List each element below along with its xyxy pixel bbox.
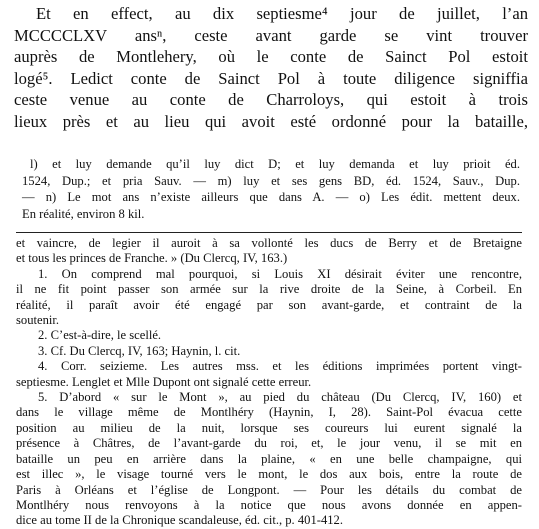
footnote-line: 1. On comprend mal pourquoi, si Louis XI désirait éviter une rencontre, (38, 266, 522, 281)
footnote-line: position au milieu de la nuit, lorsque ses coureurs lui eurent signalé la (16, 420, 522, 435)
main-text-line: logé⁵. Ledict conte de Sainct Pol à toute diligence signiffia (14, 68, 528, 88)
footnote-line: il ne fit point passer son armée sur la rive droite de la Seine, à Corbeil. En (16, 282, 522, 297)
footnote-line: est illec », le visage tourné vers le mont, le dos aux bois, entre la route de (16, 467, 522, 482)
footnote-line: et tous les princes de Franche. » (Du Clercq, IV, 163.) (16, 251, 288, 266)
main-text-line: lieux près et au lieu qui avoit esté ordonné pour la bataille, (14, 111, 528, 131)
main-text-line: Et en effect, au dix septiesme⁴ jour de juillet, l’an (36, 4, 528, 23)
footnote-line: 2. C’est-à-dire, le scellé. (38, 328, 162, 343)
main-text-line: MCCCCLXV ansⁿ, ceste avant garde se vint trouver (14, 25, 528, 45)
variant-line: En réalité, environ 8 kil. (22, 206, 145, 221)
footnote-line: bataille un peu en arrière dans la plaine, « en une belle champaigne, qui (16, 451, 522, 466)
footnote-line: dice au tome II de la Chronique scandaleuse, éd. cit., p. 401-412. (16, 513, 343, 528)
footnote-line: soutenir. (16, 313, 60, 328)
main-text-line: ceste venue au conte de Charroloys, qui estoit à trois (14, 90, 528, 110)
footnotes (16, 236, 522, 529)
main-text-block (14, 3, 528, 133)
footnote-line: réalité, il paraît avoir été engagé par son avant-garde, et contraint de la (16, 297, 522, 312)
footnote-line: 3. Cf. Du Clercq, IV, 163; Haynin, l. cit. (38, 343, 241, 358)
main-text-line: auprès de Montlehery, où le conte de Sainct Pol estoit (14, 47, 528, 67)
footnote-line: présence à Châtres, de l’avant-garde du roi, et, le jour venu, il se mit en (16, 436, 522, 451)
footnote-line: Paris à Orléans et l’église de Longpont. — Pour les détails du combat de (16, 482, 522, 497)
footnote-line: 4. Corr. seizieme. Les autres mss. et les éditions imprimées portent vingt- (38, 359, 522, 374)
variant-line: 1524, Dup.; et pria Sauv. — m) luy et ses gens BD, éd. 1524, Sauv., Dup. (22, 173, 520, 188)
variant-line: — n) Le mot ans n’existe ailleurs que dans A. — o) Les édit. mettent deux. (22, 190, 520, 205)
variant-line: l) et luy demande qu’il luy dict D; et luy demanda et luy prioit éd. (30, 157, 520, 171)
footnote-line: Montlhéry nous renvoyons à la notice que nous avons donnée en appen- (16, 497, 522, 512)
footnote-divider (16, 232, 522, 233)
footnote-line: 5. D’abord « sur le Mont », au pied du château (Du Clercq, IV, 160) et (38, 390, 522, 405)
variant-readings (22, 156, 520, 222)
footnote-line: septiesme. Lenglet et Mlle Dupont ont signalé cette erreur. (16, 374, 312, 389)
footnote-line: dans le village même de Montlhéry (Haynin, I, 28). Saint-Pol évacua cette (16, 405, 522, 420)
footnote-line: et vaincre, de legier il auroit à sa vollonté les ducs de Berry et de Bretaigne (16, 236, 522, 250)
